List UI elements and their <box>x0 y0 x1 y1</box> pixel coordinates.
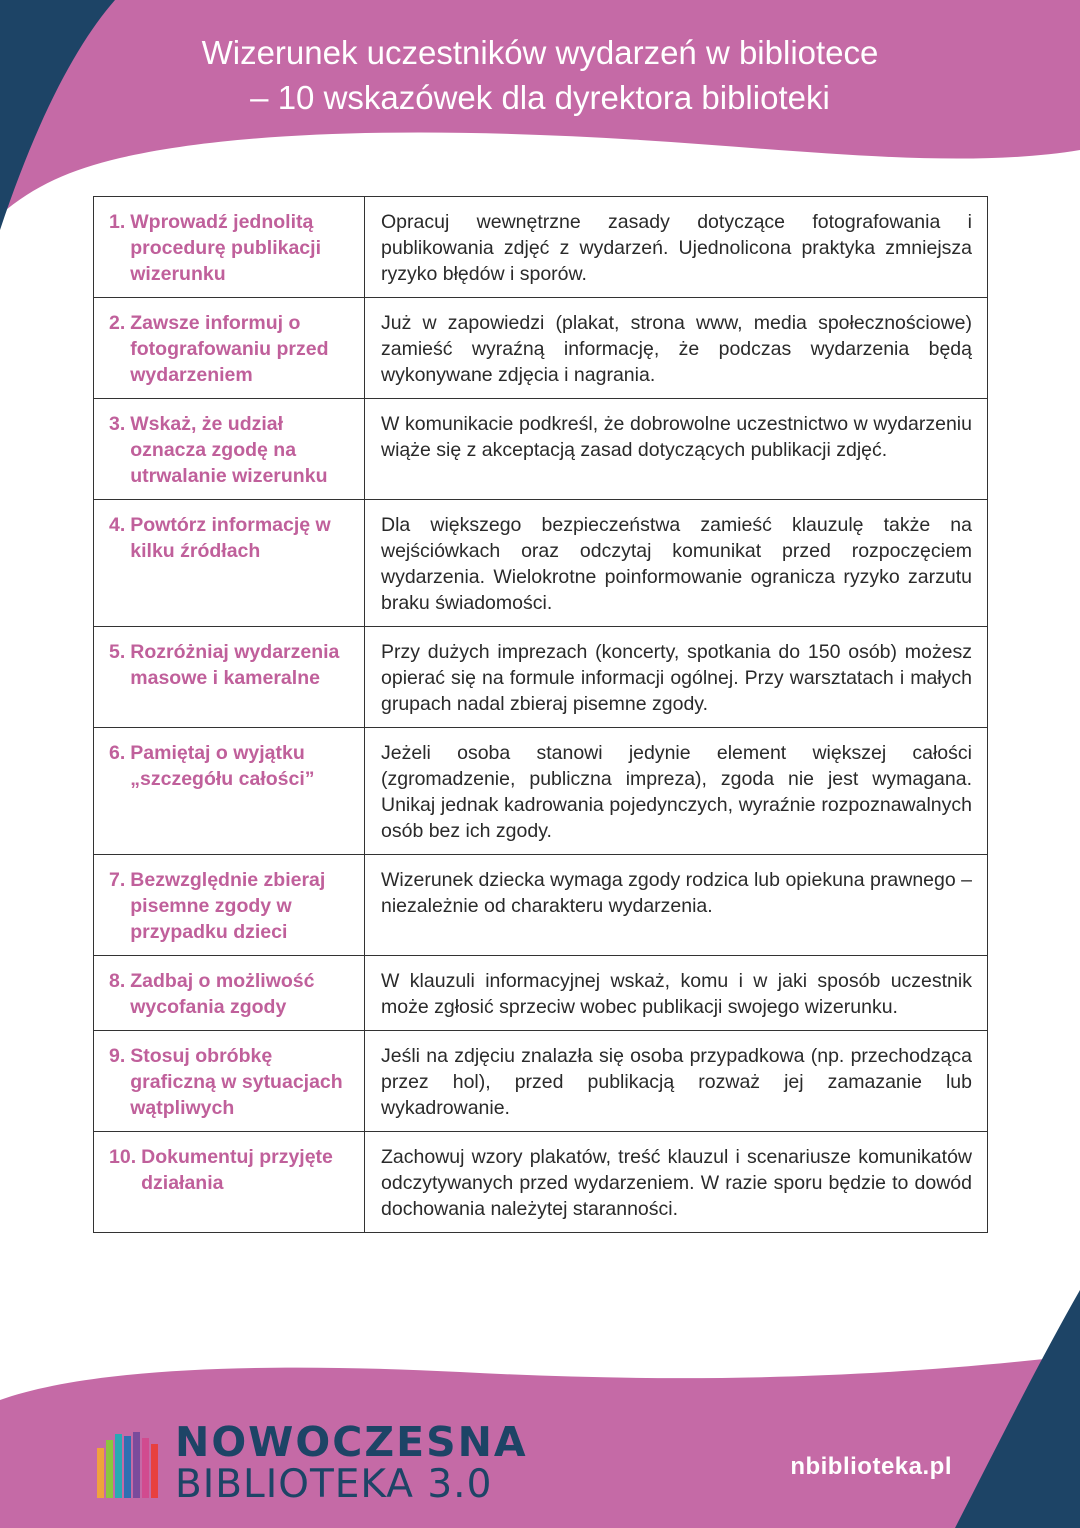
tip-row <box>94 298 988 399</box>
tip-number: 5. <box>109 641 126 663</box>
tip-number: 3. <box>109 413 126 435</box>
tip-description: W klauzuli informacyjnej wskaż, komu i w jaki sposób uczestnik może zgłosić sprzeciw wobec publikacji swojego wizerunku. <box>365 956 988 1031</box>
tip-number: 8. <box>109 970 126 992</box>
tip-number: 6. <box>109 742 126 764</box>
tip-title: Rozróżniaj wydarzenia masowe i kameralne <box>130 641 340 689</box>
tip-row <box>94 500 988 627</box>
tip-description: Jeśli na zdjęciu znalazła się osoba przypadkowa (np. przechodząca przez hol), przed publikacją rozważ jej zamazanie lub wykadrowanie. <box>365 1031 988 1132</box>
tip-row <box>94 855 988 956</box>
books-icon <box>95 1432 165 1498</box>
page-title <box>0 30 1080 120</box>
tip-row <box>94 627 988 728</box>
tip-title-cell <box>94 298 365 399</box>
tip-number: 2. <box>109 312 126 334</box>
tips-table <box>93 196 988 1233</box>
tip-row <box>94 197 988 298</box>
tip-title-cell <box>94 1031 365 1132</box>
brand-name-line1: NOWOCZESNA <box>175 1418 528 1466</box>
tip-title-cell <box>94 627 365 728</box>
tip-title-cell <box>94 399 365 500</box>
tip-number: 4. <box>109 514 126 536</box>
tip-description: W komunikacie podkreśl, że dobrowolne uczestnictwo w wydarzeniu wiąże się z akceptacją zasad dotyczących publikacji zdjęć. <box>365 399 988 500</box>
tip-title: Wskaż, że udział oznacza zgodę na utrwalanie wizerunku <box>130 413 328 487</box>
brand-name-line2: BIBLIOTEKA 3.0 <box>175 1462 493 1507</box>
tip-description: Wizerunek dziecka wymaga zgody rodzica lub opiekuna prawnego – niezależnie od charakteru wydarzenia. <box>365 855 988 956</box>
tip-title-cell <box>94 500 365 627</box>
tip-description: Przy dużych imprezach (koncerty, spotkania do 150 osób) możesz opierać się na formule informacji ogólnej. Przy warsztatach i małych grupach nadal zbieraj pisemne zgody. <box>365 627 988 728</box>
tip-number: 1. <box>109 211 126 233</box>
tip-title: Zawsze informuj o fotografowaniu przed wydarzeniem <box>130 312 329 386</box>
tip-title-cell <box>94 728 365 855</box>
tip-title-cell <box>94 956 365 1031</box>
tip-row <box>94 1031 988 1132</box>
page-title-line1: Wizerunek uczestników wydarzeń w bibliotece <box>201 34 879 71</box>
tip-number: 10. <box>109 1146 137 1168</box>
tip-title: Zadbaj o możliwość wycofania zgody <box>130 970 315 1018</box>
tip-description: Dla większego bezpieczeństwa zamieść klauzulę także na wejściówkach oraz odczytaj komunikat przed rozpoczęciem wydarzenia. Wielokrotne poinformowanie ogranicza ryzyko zarzutu braku świadomości. <box>365 500 988 627</box>
tip-description: Opracuj wewnętrzne zasady dotyczące fotografowania i publikowania zdjęć z wydarzeń. Ujednolicona praktyka zmniejsza ryzyko błędów i sporów. <box>365 197 988 298</box>
tip-title-cell <box>94 1132 365 1233</box>
brand-logo <box>95 1418 528 1510</box>
tip-row <box>94 399 988 500</box>
tip-title: Dokumentuj przyjęte działania <box>141 1146 333 1194</box>
tip-title: Bezwzględnie zbieraj pisemne zgody w przypadku dzieci <box>130 869 326 943</box>
tip-row <box>94 728 988 855</box>
tip-row <box>94 1132 988 1233</box>
tip-number: 9. <box>109 1045 126 1067</box>
tip-title: Powtórz informację w kilku źródłach <box>130 514 331 562</box>
tip-row <box>94 956 988 1031</box>
tip-title: Pamiętaj o wyjątku „szczegółu całości” <box>130 742 315 790</box>
tip-description: Jeżeli osoba stanowi jedynie element większej całości (zgromadzenie, publiczna impreza), zgoda nie jest wymagana. Unikaj jednak kadrowania pojedynczych, wyraźnie rozpoznawalnych osób bez ich zgody. <box>365 728 988 855</box>
tip-title-cell <box>94 855 365 956</box>
website-link[interactable]: nbiblioteka.pl <box>790 1453 952 1480</box>
tip-description: Zachowuj wzory plakatów, treść klauzul i scenariusze komunikatów odczytywanych przed wydarzeniem. W razie sporu będzie to dowód dochowania należytej staranności. <box>365 1132 988 1233</box>
tip-title: Stosuj obróbkę graficzną w sytuacjach wątpliwych <box>130 1045 343 1119</box>
tip-number: 7. <box>109 869 126 891</box>
tip-title: Wprowadź jednolitą procedurę publikacji wizerunku <box>130 211 321 285</box>
page-title-line2: – 10 wskazówek dla dyrektora biblioteki <box>250 79 830 116</box>
tip-description: Już w zapowiedzi (plakat, strona www, media społecznościowe) zamieść wyraźną informację, że podczas wydarzenia będą wykonywane zdjęcia i nagrania. <box>365 298 988 399</box>
tip-title-cell <box>94 197 365 298</box>
